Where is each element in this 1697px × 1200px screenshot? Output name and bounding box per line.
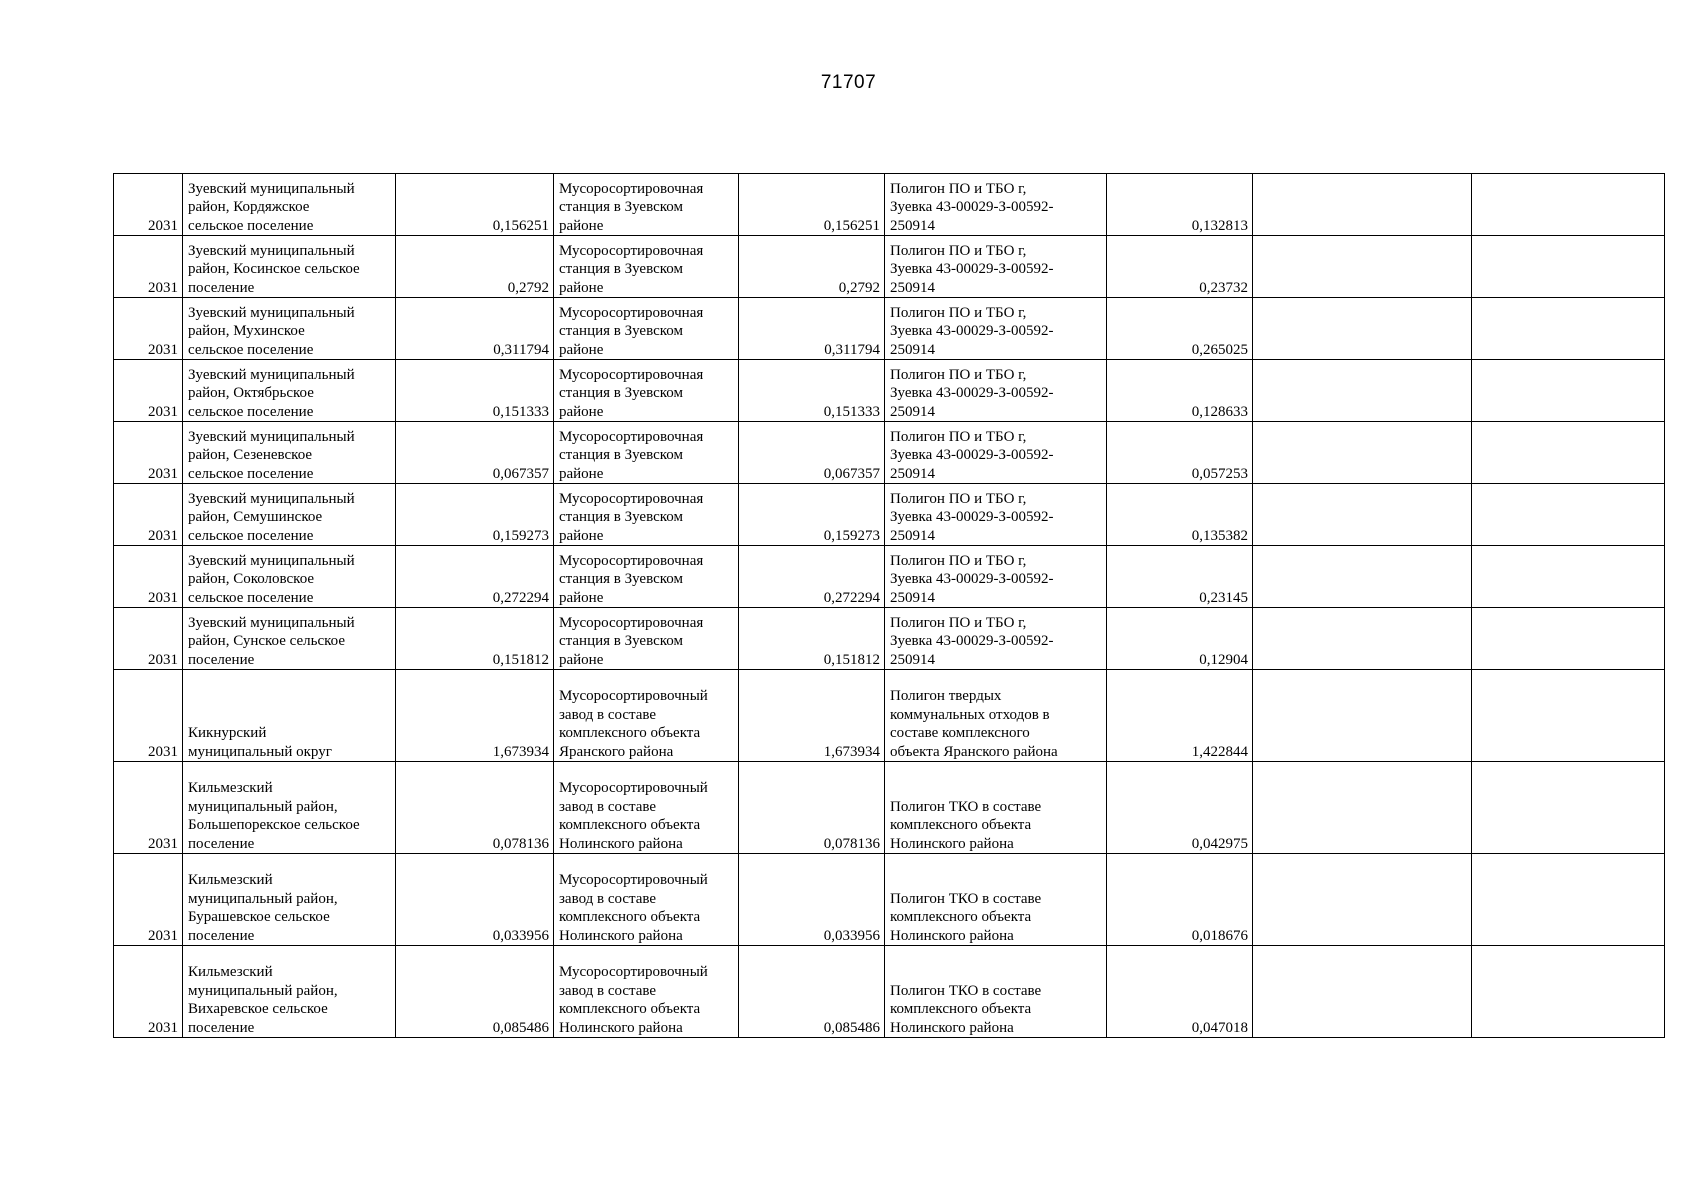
cell-line: Бурашевское сельское <box>188 909 330 925</box>
cell-line: 250914 <box>890 651 935 668</box>
empty-cell <box>1253 174 1472 236</box>
year-cell: 2031 <box>114 762 183 854</box>
volume-disposed-cell: 0,057253 <box>1107 422 1253 484</box>
cell-line: районе <box>559 403 604 420</box>
cell-line: Нолинского района <box>559 835 683 852</box>
cell-line: Полигон ПО и ТБО г, <box>890 180 1027 197</box>
municipality-cell <box>183 946 396 1038</box>
empty-cell <box>1472 360 1665 422</box>
cell-line: районе <box>559 279 604 296</box>
empty-cell <box>1472 546 1665 608</box>
cell-line: составе комплексного <box>890 725 1030 741</box>
empty-cell <box>1253 484 1472 546</box>
table-row <box>114 854 1665 946</box>
cell-line: Мусоросортировочная <box>559 366 704 383</box>
processing-facility-cell <box>554 298 739 360</box>
volume-generated-cell: 0,159273 <box>396 484 554 546</box>
cell-line: район, Октябрьское <box>188 385 314 401</box>
cell-line: объекта Яранского района <box>890 743 1058 760</box>
volume-generated-cell: 0,033956 <box>396 854 554 946</box>
municipality-cell <box>183 298 396 360</box>
landfill-cell <box>885 174 1107 236</box>
cell-line: комплексного объекта <box>559 817 701 833</box>
cell-line: муниципальный район, <box>188 798 338 815</box>
volume-processed-cell: 0,085486 <box>739 946 885 1038</box>
cell-line: Полигон ПО и ТБО г, <box>890 242 1027 259</box>
empty-cell <box>1472 298 1665 360</box>
volume-generated-cell: 0,151333 <box>396 360 554 422</box>
cell-line: комплексного объекта <box>559 1001 701 1017</box>
cell-line: Нолинского района <box>559 927 683 944</box>
processing-facility-cell <box>554 670 739 762</box>
volume-disposed-cell: 0,132813 <box>1107 174 1253 236</box>
volume-processed-cell: 0,033956 <box>739 854 885 946</box>
table-row <box>114 298 1665 360</box>
cell-line: станция в Зуевском <box>559 323 683 339</box>
volume-disposed-cell: 0,128633 <box>1107 360 1253 422</box>
year-cell: 2031 <box>114 670 183 762</box>
cell-line: Зуевский муниципальный <box>188 428 355 445</box>
empty-cell <box>1253 546 1472 608</box>
cell-line: район, Сезеневское <box>188 447 313 463</box>
empty-cell <box>1472 854 1665 946</box>
empty-cell <box>1472 608 1665 670</box>
empty-cell <box>1253 608 1472 670</box>
cell-line: Нолинского района <box>890 835 1014 852</box>
cell-line: сельское поселение <box>188 465 314 482</box>
table-row <box>114 484 1665 546</box>
table-row <box>114 670 1665 762</box>
volume-disposed-cell: 0,12904 <box>1107 608 1253 670</box>
cell-line: районе <box>559 465 604 482</box>
landfill-cell <box>885 484 1107 546</box>
cell-line: Кильмезский <box>188 780 273 796</box>
landfill-cell <box>885 236 1107 298</box>
volume-generated-cell: 0,2792 <box>396 236 554 298</box>
empty-cell <box>1472 946 1665 1038</box>
table-row <box>114 546 1665 608</box>
cell-line: станция в Зуевском <box>559 571 683 587</box>
cell-line: Мусоросортировочная <box>559 428 704 445</box>
volume-disposed-cell: 0,135382 <box>1107 484 1253 546</box>
landfill-cell <box>885 546 1107 608</box>
empty-cell <box>1253 854 1472 946</box>
cell-line: станция в Зуевском <box>559 385 683 401</box>
processing-facility-cell <box>554 608 739 670</box>
cell-line: станция в Зуевском <box>559 261 683 277</box>
cell-line: Полигон ПО и ТБО г, <box>890 304 1027 321</box>
cell-line: 250914 <box>890 279 935 296</box>
cell-line: поселение <box>188 651 255 668</box>
landfill-cell <box>885 608 1107 670</box>
volume-processed-cell: 0,159273 <box>739 484 885 546</box>
cell-line: сельское поселение <box>188 403 314 420</box>
cell-line: Зуевский муниципальный <box>188 614 355 631</box>
cell-line: поселение <box>188 279 255 296</box>
cell-line: комплексного объекта <box>559 909 701 925</box>
year-cell: 2031 <box>114 298 183 360</box>
volume-generated-cell: 1,673934 <box>396 670 554 762</box>
cell-line: поселение <box>188 835 255 852</box>
cell-line: Кикнурский <box>188 725 267 741</box>
cell-line: комплексного объекта <box>890 909 1032 925</box>
cell-line: район, Семушинское <box>188 509 323 525</box>
year-cell: 2031 <box>114 174 183 236</box>
municipality-cell <box>183 236 396 298</box>
cell-line: Мусоросортировочная <box>559 180 704 197</box>
year-cell: 2031 <box>114 946 183 1038</box>
cell-line: район, Кордяжское <box>188 199 310 215</box>
processing-facility-cell <box>554 946 739 1038</box>
volume-processed-cell: 1,673934 <box>739 670 885 762</box>
municipality-cell <box>183 360 396 422</box>
cell-line: Полигон ПО и ТБО г, <box>890 366 1027 383</box>
cell-line: Полигон ПО и ТБО г, <box>890 614 1027 631</box>
cell-line: Мусоросортировочная <box>559 242 704 259</box>
cell-line: Зуевский муниципальный <box>188 490 355 507</box>
landfill-cell <box>885 298 1107 360</box>
landfill-cell <box>885 854 1107 946</box>
year-cell: 2031 <box>114 854 183 946</box>
cell-line: Зуевский муниципальный <box>188 366 355 383</box>
cell-line: сельское поселение <box>188 589 314 606</box>
table-row <box>114 946 1665 1038</box>
municipality-cell <box>183 546 396 608</box>
cell-line: Мусоросортировочная <box>559 552 704 569</box>
cell-line: 250914 <box>890 589 935 606</box>
page-number: 71707 <box>820 72 877 93</box>
cell-line: Зуевский муниципальный <box>188 180 355 197</box>
table-row <box>114 608 1665 670</box>
volume-processed-cell: 0,272294 <box>739 546 885 608</box>
table-row <box>114 236 1665 298</box>
cell-line: район, Соколовское <box>188 571 315 587</box>
cell-line: завод в составе <box>559 982 657 999</box>
year-cell: 2031 <box>114 546 183 608</box>
cell-line: 250914 <box>890 217 935 234</box>
cell-line: Мусоросортировочная <box>559 490 704 507</box>
cell-line: Кильмезский <box>188 964 273 980</box>
cell-line: Нолинского района <box>890 1019 1014 1036</box>
processing-facility-cell <box>554 484 739 546</box>
volume-disposed-cell: 0,23732 <box>1107 236 1253 298</box>
cell-line: сельское поселение <box>188 341 314 358</box>
cell-line: районе <box>559 527 604 544</box>
empty-cell <box>1472 236 1665 298</box>
cell-line: поселение <box>188 927 255 944</box>
cell-line: Зуевка 43-00029-З-00592- <box>890 261 1054 277</box>
table-row <box>114 422 1665 484</box>
volume-disposed-cell: 0,23145 <box>1107 546 1253 608</box>
cell-line: районе <box>559 217 604 234</box>
cell-line: Зуевка 43-00029-З-00592- <box>890 509 1054 525</box>
table-row <box>114 762 1665 854</box>
empty-cell <box>1472 422 1665 484</box>
cell-line: Зуевка 43-00029-З-00592- <box>890 633 1054 649</box>
municipality-cell <box>183 854 396 946</box>
cell-line: район, Косинское сельское <box>188 261 360 277</box>
volume-processed-cell: 0,311794 <box>739 298 885 360</box>
cell-line: Зуевка 43-00029-З-00592- <box>890 199 1054 215</box>
processing-facility-cell <box>554 360 739 422</box>
cell-line: станция в Зуевском <box>559 633 683 649</box>
cell-line: Мусоросортировочный <box>559 780 708 796</box>
cell-line: Зуевка 43-00029-З-00592- <box>890 447 1054 463</box>
municipality-cell <box>183 422 396 484</box>
cell-line: 250914 <box>890 527 935 544</box>
cell-line: станция в Зуевском <box>559 199 683 215</box>
cell-line: Мусоросортировочный <box>559 872 708 888</box>
empty-cell <box>1253 422 1472 484</box>
processing-facility-cell <box>554 422 739 484</box>
cell-line: сельское поселение <box>188 217 314 234</box>
cell-line: Зуевка 43-00029-З-00592- <box>890 323 1054 339</box>
year-cell: 2031 <box>114 422 183 484</box>
volume-processed-cell: 0,156251 <box>739 174 885 236</box>
processing-facility-cell <box>554 546 739 608</box>
processing-facility-cell <box>554 854 739 946</box>
volume-processed-cell: 0,2792 <box>739 236 885 298</box>
volume-processed-cell: 0,151812 <box>739 608 885 670</box>
year-cell: 2031 <box>114 484 183 546</box>
volume-disposed-cell: 0,018676 <box>1107 854 1253 946</box>
cell-line: Зуевка 43-00029-З-00592- <box>890 385 1054 401</box>
volume-processed-cell: 0,067357 <box>739 422 885 484</box>
landfill-cell <box>885 946 1107 1038</box>
volume-generated-cell: 0,151812 <box>396 608 554 670</box>
volume-disposed-cell: 0,265025 <box>1107 298 1253 360</box>
municipality-cell <box>183 670 396 762</box>
cell-line: поселение <box>188 1019 255 1036</box>
cell-line: завод в составе <box>559 706 657 723</box>
empty-cell <box>1253 360 1472 422</box>
cell-line: район, Мухинское <box>188 323 305 339</box>
cell-line: Зуевский муниципальный <box>188 552 355 569</box>
empty-cell <box>1472 174 1665 236</box>
cell-line: завод в составе <box>559 890 657 907</box>
empty-cell <box>1253 298 1472 360</box>
cell-line: Мусоросортировочный <box>559 964 708 980</box>
cell-line: Вихаревское сельское <box>188 1001 328 1017</box>
cell-line: Мусоросортировочный <box>559 688 708 704</box>
volume-disposed-cell: 1,422844 <box>1107 670 1253 762</box>
volume-generated-cell: 0,311794 <box>396 298 554 360</box>
cell-line: районе <box>559 651 604 668</box>
volume-generated-cell: 0,156251 <box>396 174 554 236</box>
table-body <box>114 174 1665 1038</box>
cell-line: сельское поселение <box>188 527 314 544</box>
cell-line: Нолинского района <box>559 1019 683 1036</box>
volume-generated-cell: 0,078136 <box>396 762 554 854</box>
cell-line: районе <box>559 341 604 358</box>
landfill-cell <box>885 670 1107 762</box>
volume-disposed-cell: 0,047018 <box>1107 946 1253 1038</box>
empty-cell <box>1472 670 1665 762</box>
cell-line: Полигон ПО и ТБО г, <box>890 428 1027 445</box>
cell-line: Зуевка 43-00029-З-00592- <box>890 571 1054 587</box>
cell-line: Яранского района <box>559 743 674 760</box>
empty-cell <box>1472 762 1665 854</box>
cell-line: Нолинского района <box>890 927 1014 944</box>
table-row <box>114 174 1665 236</box>
cell-line: 250914 <box>890 403 935 420</box>
cell-line: Мусоросортировочная <box>559 304 704 321</box>
cell-line: Мусоросортировочная <box>559 614 704 631</box>
cell-line: Полигон ПО и ТБО г, <box>890 552 1027 569</box>
processing-facility-cell <box>554 174 739 236</box>
volume-generated-cell: 0,085486 <box>396 946 554 1038</box>
cell-line: Кильмезский <box>188 872 273 888</box>
empty-cell <box>1253 762 1472 854</box>
volume-processed-cell: 0,078136 <box>739 762 885 854</box>
cell-line: 250914 <box>890 341 935 358</box>
cell-line: комплексного объекта <box>559 725 701 741</box>
cell-line: муниципальный округ <box>188 743 332 760</box>
landfill-cell <box>885 422 1107 484</box>
municipality-cell <box>183 608 396 670</box>
empty-cell <box>1472 484 1665 546</box>
year-cell: 2031 <box>114 236 183 298</box>
cell-line: Полигон ТКО в составе <box>890 890 1042 907</box>
empty-cell <box>1253 670 1472 762</box>
cell-line: комплексного объекта <box>890 1001 1032 1017</box>
cell-line: Большепорекское сельское <box>188 817 360 833</box>
table-row <box>114 360 1665 422</box>
processing-facility-cell <box>554 762 739 854</box>
year-cell: 2031 <box>114 608 183 670</box>
volume-disposed-cell: 0,042975 <box>1107 762 1253 854</box>
cell-line: коммунальных отходов в <box>890 706 1050 723</box>
municipality-cell <box>183 174 396 236</box>
cell-line: Полигон ПО и ТБО г, <box>890 490 1027 507</box>
cell-line: Зуевский муниципальный <box>188 304 355 321</box>
processing-facility-cell <box>554 236 739 298</box>
cell-line: станция в Зуевском <box>559 447 683 463</box>
cell-line: районе <box>559 589 604 606</box>
municipality-cell <box>183 762 396 854</box>
waste-flow-table <box>113 173 1665 1038</box>
cell-line: Полигон твердых <box>890 688 1002 704</box>
volume-processed-cell: 0,151333 <box>739 360 885 422</box>
cell-line: Полигон ТКО в составе <box>890 798 1042 815</box>
cell-line: комплексного объекта <box>890 817 1032 833</box>
cell-line: станция в Зуевском <box>559 509 683 525</box>
cell-line: Полигон ТКО в составе <box>890 982 1042 999</box>
cell-line: 250914 <box>890 465 935 482</box>
cell-line: завод в составе <box>559 798 657 815</box>
landfill-cell <box>885 762 1107 854</box>
volume-generated-cell: 0,272294 <box>396 546 554 608</box>
cell-line: муниципальный район, <box>188 982 338 999</box>
landfill-cell <box>885 360 1107 422</box>
cell-line: муниципальный район, <box>188 890 338 907</box>
empty-cell <box>1253 236 1472 298</box>
cell-line: Зуевский муниципальный <box>188 242 355 259</box>
cell-line: район, Сунское сельское <box>188 633 345 649</box>
year-cell: 2031 <box>114 360 183 422</box>
volume-generated-cell: 0,067357 <box>396 422 554 484</box>
empty-cell <box>1253 946 1472 1038</box>
municipality-cell <box>183 484 396 546</box>
